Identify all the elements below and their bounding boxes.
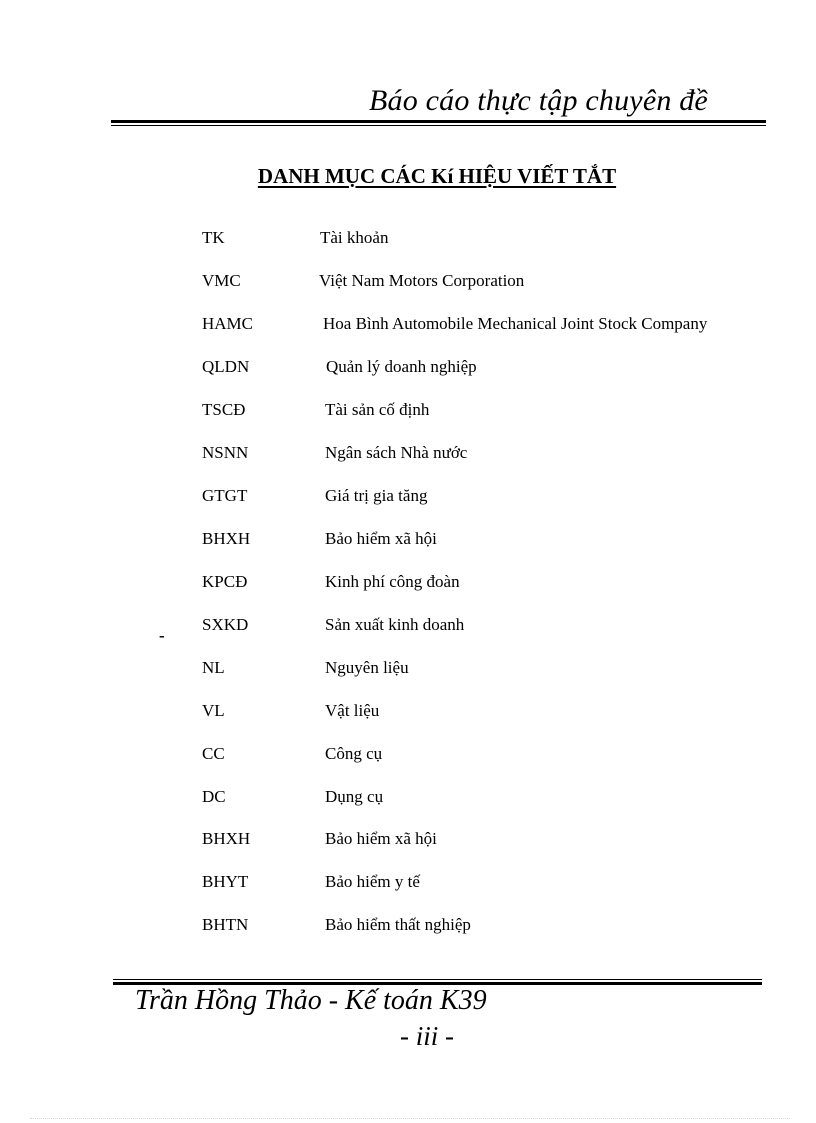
stray-dash: - — [159, 626, 165, 645]
abbreviation-row — [0, 701, 816, 725]
header-title: Báo cáo thực tập chuyên đề — [369, 84, 708, 117]
abbreviation-meaning: Tài sản cố định — [325, 400, 430, 419]
abbreviation-code: DC — [202, 787, 226, 806]
abbreviation-row — [0, 314, 816, 338]
abbreviation-code: GTGT — [202, 486, 248, 505]
abbreviation-meaning: Ngân sách Nhà nước — [325, 443, 468, 462]
abbreviation-meaning: Bảo hiểm xã hội — [325, 529, 437, 548]
abbreviation-meaning: Bảo hiểm xã hội — [325, 829, 437, 848]
page-bottom-dotted-line — [30, 1118, 790, 1119]
abbreviation-code: TSCĐ — [202, 400, 246, 419]
abbreviation-code: BHXH — [202, 529, 251, 548]
abbreviation-code: VMC — [202, 271, 241, 290]
abbreviation-code: TK — [202, 228, 225, 247]
abbreviation-code: HAMC — [202, 314, 254, 333]
abbreviation-meaning: Quản lý doanh nghiệp — [326, 357, 477, 376]
abbreviation-meaning: Công cụ — [325, 744, 383, 763]
abbreviation-code: BHXH — [202, 829, 251, 848]
abbreviation-row — [0, 915, 816, 939]
abbreviation-code: BHYT — [202, 872, 249, 891]
document-title: DANH MỤC CÁC Kí HIỆU VIẾT TẮT — [257, 164, 617, 188]
abbreviation-code: KPCĐ — [202, 572, 248, 591]
footer-rule-thin — [113, 979, 762, 980]
abbreviation-meaning: Hoa Bình Automobile Mechanical Joint Stock Company — [323, 314, 708, 333]
abbreviation-meaning: Bảo hiểm y tế — [325, 872, 420, 891]
abbreviation-row — [0, 529, 816, 553]
abbreviation-row — [0, 443, 816, 467]
abbreviation-row — [0, 615, 816, 639]
abbreviation-row — [0, 829, 816, 853]
abbreviation-row — [0, 572, 816, 596]
abbreviation-code: VL — [202, 701, 225, 720]
abbreviation-meaning: Bảo hiểm thất nghiệp — [325, 915, 471, 934]
footer-author: Trần Hồng Thảo - Kế toán K39 — [135, 985, 487, 1016]
abbreviation-row — [0, 744, 816, 768]
abbreviation-code: BHTN — [202, 915, 249, 934]
abbreviation-row — [0, 271, 816, 295]
abbreviation-row — [0, 357, 816, 381]
abbreviation-row — [0, 400, 816, 424]
abbreviation-code: SXKD — [202, 615, 249, 634]
abbreviation-meaning: Kinh phí công đoàn — [325, 572, 460, 591]
abbreviation-meaning: Dụng cụ — [325, 787, 384, 806]
abbreviation-row — [0, 787, 816, 811]
abbreviation-row — [0, 658, 816, 682]
abbreviation-code: NL — [202, 658, 225, 677]
abbreviation-meaning: Giá trị gia tăng — [325, 486, 428, 505]
abbreviation-row — [0, 486, 816, 510]
abbreviation-meaning: Việt Nam Motors Corporation — [319, 271, 525, 290]
abbreviation-meaning: Vật liệu — [325, 701, 380, 720]
abbreviation-code: QLDN — [202, 357, 250, 376]
abbreviation-row — [0, 872, 816, 896]
abbreviation-meaning: Tài khoản — [320, 228, 389, 247]
abbreviation-code: CC — [202, 744, 225, 763]
page-number: - iii - — [400, 1021, 454, 1051]
abbreviation-meaning: Sản xuất kinh doanh — [325, 615, 465, 634]
abbreviation-meaning: Nguyên liệu — [325, 658, 409, 677]
abbreviation-row — [0, 228, 816, 252]
abbreviation-code: NSNN — [202, 443, 249, 462]
